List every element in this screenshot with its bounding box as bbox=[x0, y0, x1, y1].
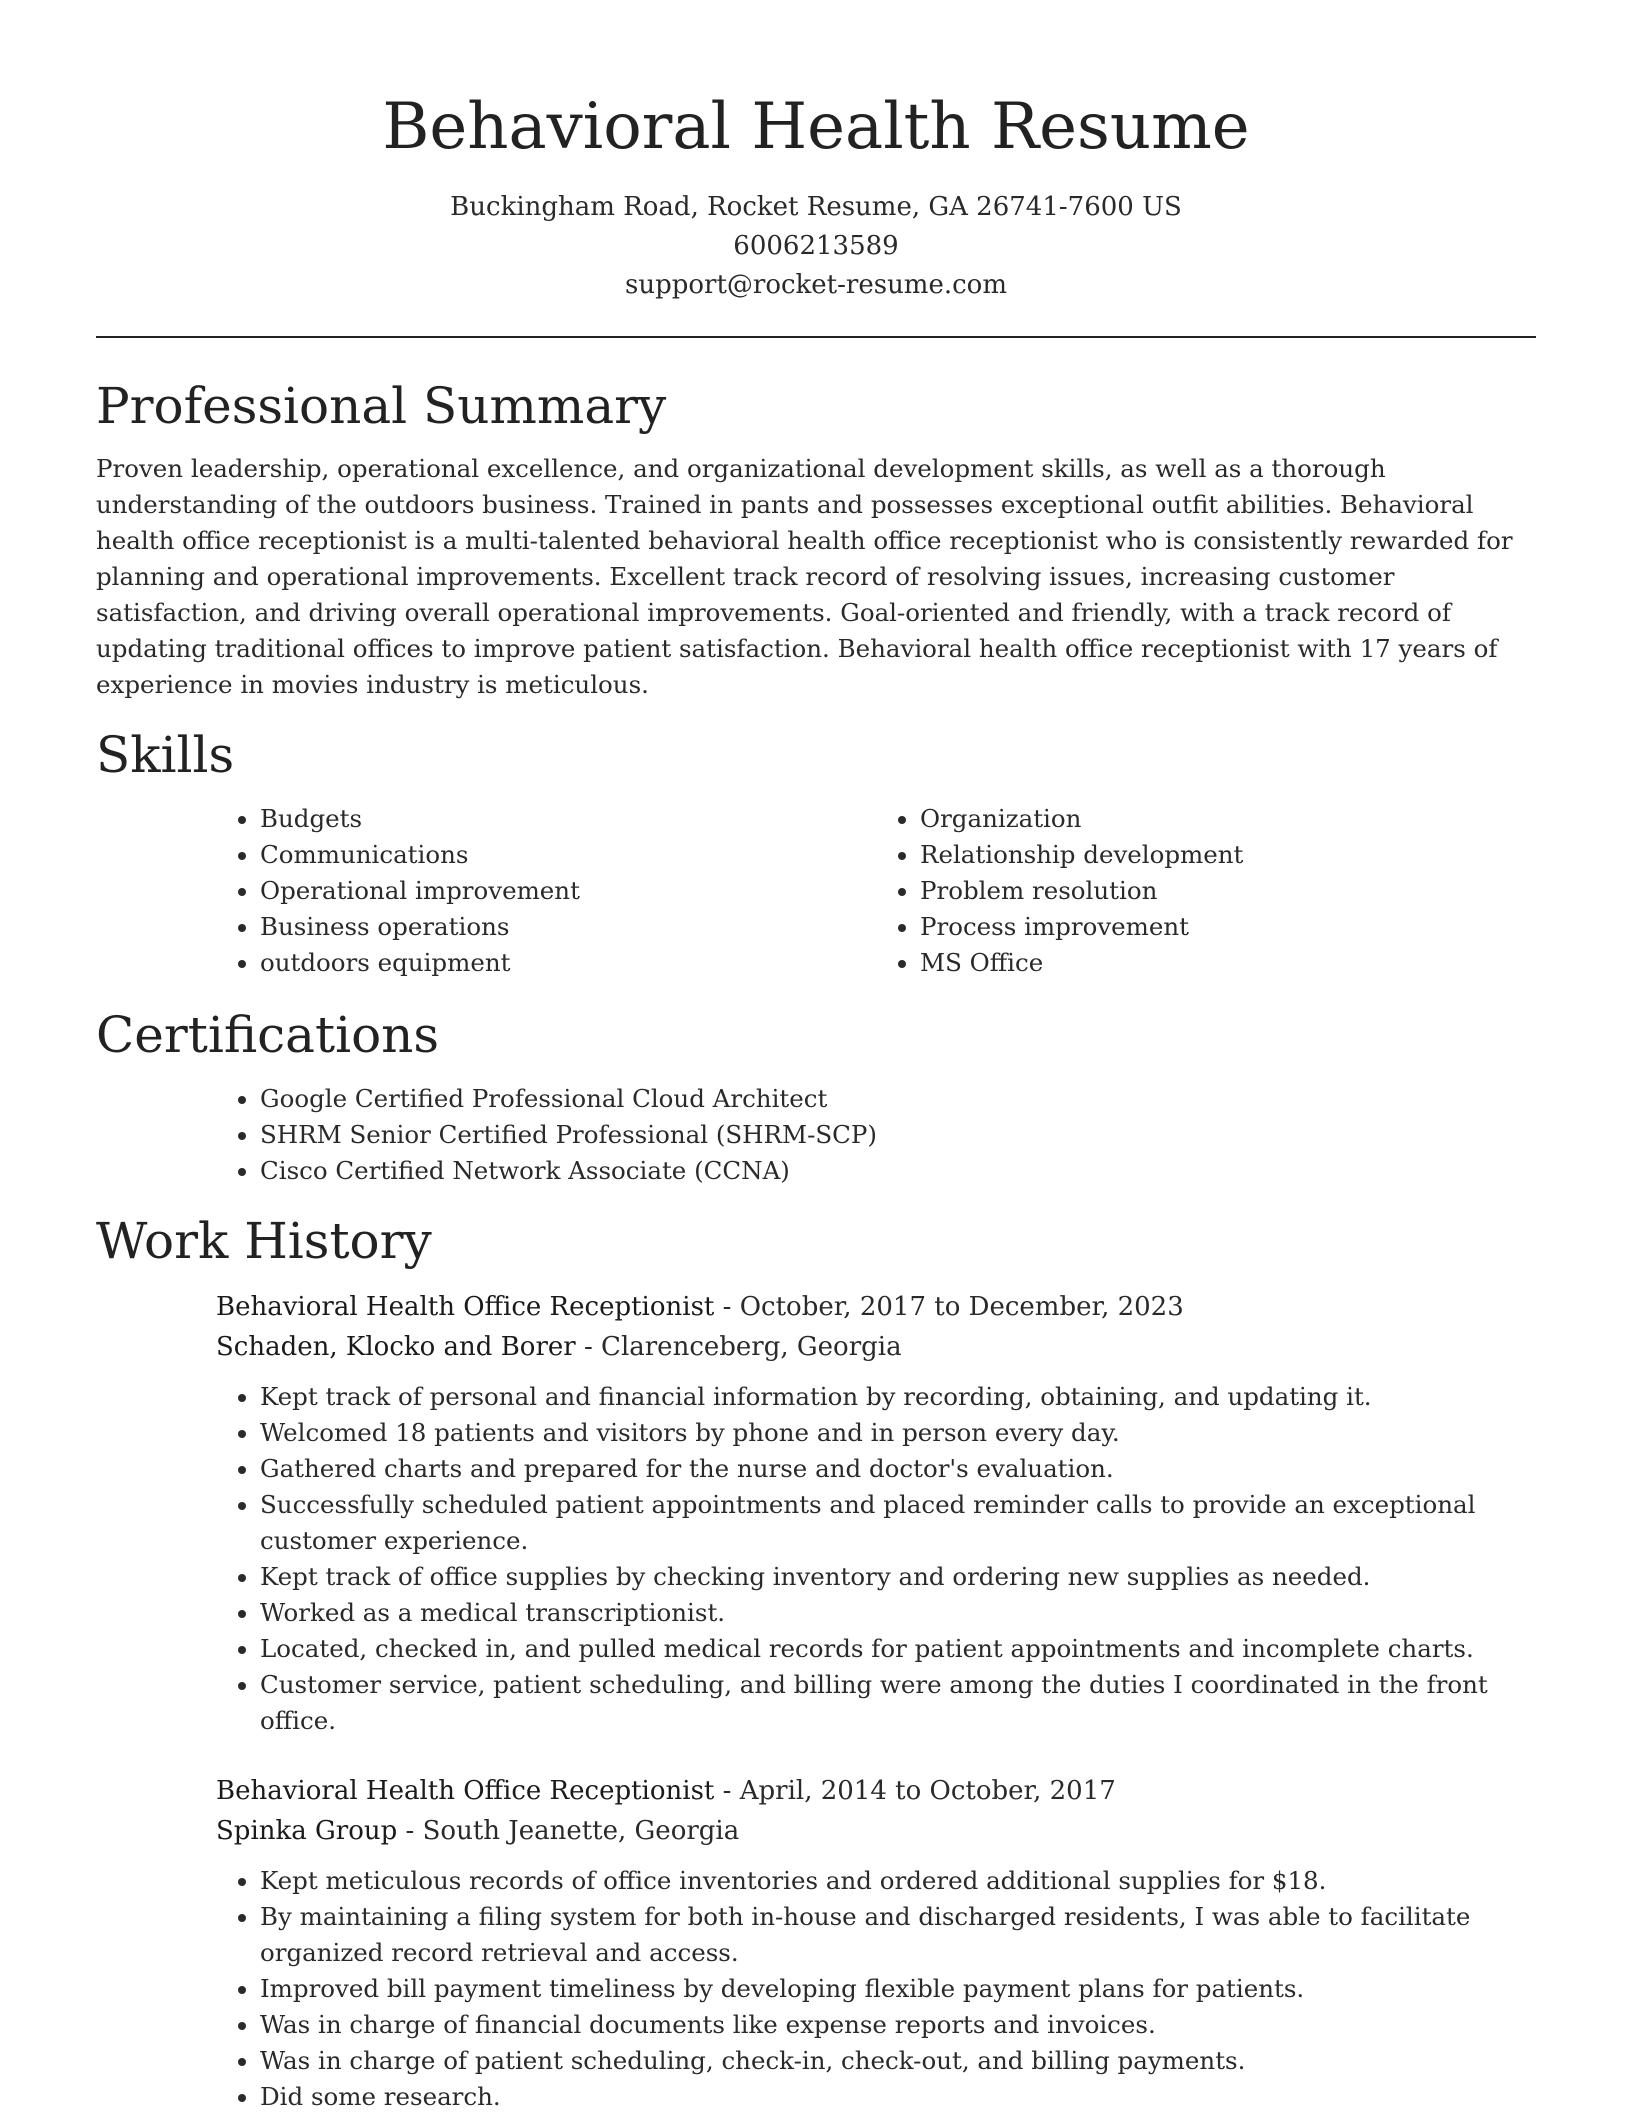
header-divider bbox=[96, 336, 1536, 338]
job-bullets bbox=[96, 1863, 1536, 2115]
job-bullet: • Did some research. bbox=[260, 2079, 1536, 2115]
work-history-section bbox=[96, 1211, 1536, 2115]
job-entry bbox=[216, 1771, 1536, 2115]
resume-page bbox=[96, 0, 1536, 2115]
resume-name: Behavioral Health Resume bbox=[382, 90, 1250, 164]
summary-section bbox=[96, 376, 1536, 703]
certification-item: • SHRM Senior Certified Professional (SHRM-SCP) bbox=[260, 1117, 1536, 1153]
job-title-line: Behavioral Health Office Receptionist - April, 2014 to October, 2017 bbox=[216, 1776, 1116, 1806]
skills-title: Skills bbox=[96, 726, 235, 784]
job-bullet: • Was in charge of financial documents like expense reports and invoices. bbox=[260, 2007, 1536, 2043]
certifications-title: Certifications bbox=[96, 1006, 440, 1064]
job-role: Behavioral Health Office Receptionist bbox=[216, 1292, 715, 1322]
job-role: Behavioral Health Office Receptionist bbox=[216, 1776, 715, 1806]
job-entry bbox=[216, 1287, 1536, 1739]
skill-item: • Relationship development bbox=[920, 837, 1536, 873]
skills-list bbox=[216, 801, 1536, 981]
job-bullet: • Was in charge of patient scheduling, check-in, check-out, and billing payments. bbox=[260, 2043, 1536, 2079]
summary-text: Proven leadership, operational excellence, and organizational development skills, as well as a thorough understanding of the outdoors business. Trained in pants and possesses exceptional outfit abilities. Behavioral health office receptionist is a multi-talented behavioral health office receptionist who is consistently rewarded for planning and operational improvements. Excellent track record of resolving issues, increasing customer satisfaction, and driving overall operational improvements. Goal-oriented and friendly, with a track record of updating traditional offices to improve patient satisfaction. Behavioral health office receptionist with 17 years of experience in movies industry is meticulous. bbox=[96, 454, 1513, 699]
skill-item: • outdoors equipment bbox=[260, 945, 876, 981]
skills-section bbox=[96, 725, 1536, 981]
job-company-line: Schaden, Klocko and Borer - Clarenceberg, Georgia bbox=[216, 1332, 902, 1362]
job-dates: April, 2014 to October, 2017 bbox=[739, 1776, 1116, 1806]
resume-header bbox=[96, 0, 1536, 305]
skills-column-left bbox=[216, 801, 876, 981]
job-title-line: Behavioral Health Office Receptionist - October, 2017 to December, 2023 bbox=[216, 1292, 1184, 1322]
job-location: Clarenceberg, Georgia bbox=[601, 1332, 902, 1362]
job-company-line: Spinka Group - South Jeanette, Georgia bbox=[216, 1816, 740, 1846]
skill-item: • Business operations bbox=[260, 909, 876, 945]
certifications-section bbox=[96, 1005, 1536, 1189]
job-location: South Jeanette, Georgia bbox=[422, 1816, 740, 1846]
job-bullet: • Improved bill payment timeliness by developing flexible payment plans for patients. bbox=[260, 1971, 1536, 2007]
skill-item: • Organization bbox=[920, 801, 1536, 837]
skill-item: • Problem resolution bbox=[920, 873, 1536, 909]
job-bullet: • Gathered charts and prepared for the nurse and doctor's evaluation. bbox=[260, 1451, 1536, 1487]
skill-item: • MS Office bbox=[920, 945, 1536, 981]
job-bullet: • Located, checked in, and pulled medical records for patient appointments and incomplete charts. bbox=[260, 1631, 1536, 1667]
job-company: Schaden, Klocko and Borer bbox=[216, 1332, 576, 1362]
contact-phone: 6006213589 bbox=[733, 231, 899, 261]
job-dates: October, 2017 to December, 2023 bbox=[739, 1292, 1184, 1322]
job-bullet: • Kept track of personal and financial information by recording, obtaining, and updating it. bbox=[260, 1379, 1536, 1415]
skill-item: • Operational improvement bbox=[260, 873, 876, 909]
job-bullets bbox=[96, 1379, 1536, 1739]
certifications-list bbox=[216, 1081, 1536, 1189]
job-bullet: • Customer service, patient scheduling, and billing were among the duties I coordinated in the front office. bbox=[260, 1667, 1536, 1739]
skill-item: • Budgets bbox=[260, 801, 876, 837]
job-bullet: • Kept meticulous records of office inventories and ordered additional supplies for $18. bbox=[260, 1863, 1536, 1899]
job-bullet: • Successfully scheduled patient appointments and placed reminder calls to provide an exceptional customer experience. bbox=[260, 1487, 1536, 1559]
work-history-title: Work History bbox=[96, 1212, 432, 1270]
certification-item: • Cisco Certified Network Associate (CCNA) bbox=[260, 1153, 1536, 1189]
certification-item: • Google Certified Professional Cloud Architect bbox=[260, 1081, 1536, 1117]
contact-email: support@rocket-resume.com bbox=[624, 270, 1007, 300]
skill-item: • Communications bbox=[260, 837, 876, 873]
summary-title: Professional Summary bbox=[96, 377, 667, 435]
job-bullet: • Worked as a medical transcriptionist. bbox=[260, 1595, 1536, 1631]
job-bullet: • Kept track of office supplies by checking inventory and ordering new supplies as needed. bbox=[260, 1559, 1536, 1595]
job-bullet: • Welcomed 18 patients and visitors by phone and in person every day. bbox=[260, 1415, 1536, 1451]
skill-item: • Process improvement bbox=[920, 909, 1536, 945]
skills-column-right bbox=[876, 801, 1536, 981]
job-bullet: • By maintaining a filing system for both in-house and discharged residents, I was able to facilitate organized record retrieval and access. bbox=[260, 1899, 1536, 1971]
job-company: Spinka Group bbox=[216, 1816, 398, 1846]
contact-address: Buckingham Road, Rocket Resume, GA 26741-7600 US bbox=[450, 192, 1182, 222]
